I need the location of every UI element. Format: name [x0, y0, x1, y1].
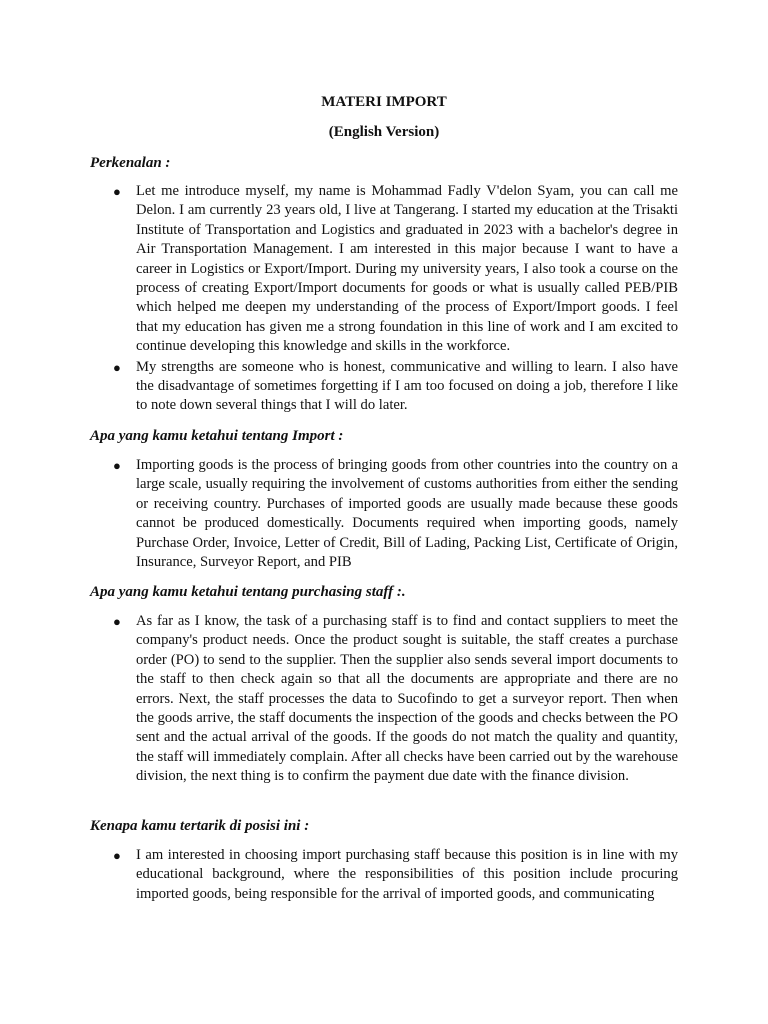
bullet-icon: ● — [113, 458, 121, 473]
bullet-icon: ● — [113, 184, 121, 199]
list-item-text: Importing goods is the process of bringing goods from other countries into the country on a large scale, usually requiring the involvement of customs authorities from either the sending or receiving country. Purchases of imported goods are usually made because these goods cannot be produced domestically. Documents required when importing goods, namely Purchase Order, Invoice, Letter of Credit, Bill of Lading, Packing List, Certificate of Origin, Insurance, Surveyor Report, and PIB — [136, 457, 678, 571]
section-heading-purchasing-staff: Apa yang kamu ketahui tentang purchasing staff :. — [90, 584, 406, 600]
bullet-icon: ● — [113, 359, 121, 375]
section-list-purchasing-staff — [0, 612, 768, 787]
section-heading-import: Apa yang kamu ketahui tentang Import : — [90, 428, 344, 444]
section-list-perkenalan — [0, 182, 768, 416]
document-title: MATERI IMPORT — [321, 94, 447, 110]
list-item-text: Let me introduce myself, my name is Mohammad Fadly V'delon Syam, you can call me Delon. I am currently 23 years old, I live at Tangerang. I started my education at the Trisakti Institute of Transportation and Logistics and graduated in 2023 with a bachelor's degree in Air Transportation Management. I am interested in this major because I want to have a career in Logistics or Export/Import. During my university years, I also took a course on the process of creating Export/Import documents for goods or what is usually called PEB/PIB which helped me deepen my understanding of the process of Export/Import goods. I feel that my education has given me a strong foundation in this line of work and I am excited to continue developing this knowledge and skills in the workforce. — [136, 183, 678, 355]
document-subtitle: (English Version) — [328, 124, 440, 140]
bullet-icon: ● — [113, 614, 121, 629]
list-item-text: I am interested in choosing import purchasing staff because this position is in line with my educational background, where the responsibilities of this position include procuring imported goods, being responsible for the arrival of imported goods, and communicating — [136, 847, 678, 902]
list-item — [0, 456, 768, 572]
section-list-interest — [0, 846, 768, 904]
bullet-icon: ● — [113, 848, 121, 863]
list-item — [0, 358, 768, 416]
list-item-text: My strengths are someone who is honest, communicative and willing to learn. I also have the disadvantage of sometimes forgetting if I am too focused on doing a job, therefore I like to note down several things that I will do later. — [136, 358, 678, 414]
section-heading-perkenalan: Perkenalan : — [90, 155, 171, 171]
list-item — [0, 846, 768, 904]
list-item-text: As far as I know, the task of a purchasing staff is to find and contact suppliers to meet the company's product needs. Once the product sought is suitable, the staff creates a purchase order (PO) to send to the supplier. Then the supplier also sends several import documents to the staff to then check again so that all the documents are appropriate and there are no errors. Next, the staff processes the data to Sucofindo to get a surveyor report. Then when the goods arrive, the staff documents the inspection of the goods and checks between the PO sent and the actual arrival of the goods. If the goods do not match the quality and quantity, the staff will immediately complain. After all checks have been carried out by the warehouse division, the next thing is to confirm the payment due date with the finance division. — [136, 613, 678, 785]
list-item — [0, 612, 768, 787]
section-heading-interest: Kenapa kamu tertarik di posisi ini : — [90, 818, 310, 834]
list-item — [0, 182, 768, 357]
section-list-import — [0, 456, 768, 572]
